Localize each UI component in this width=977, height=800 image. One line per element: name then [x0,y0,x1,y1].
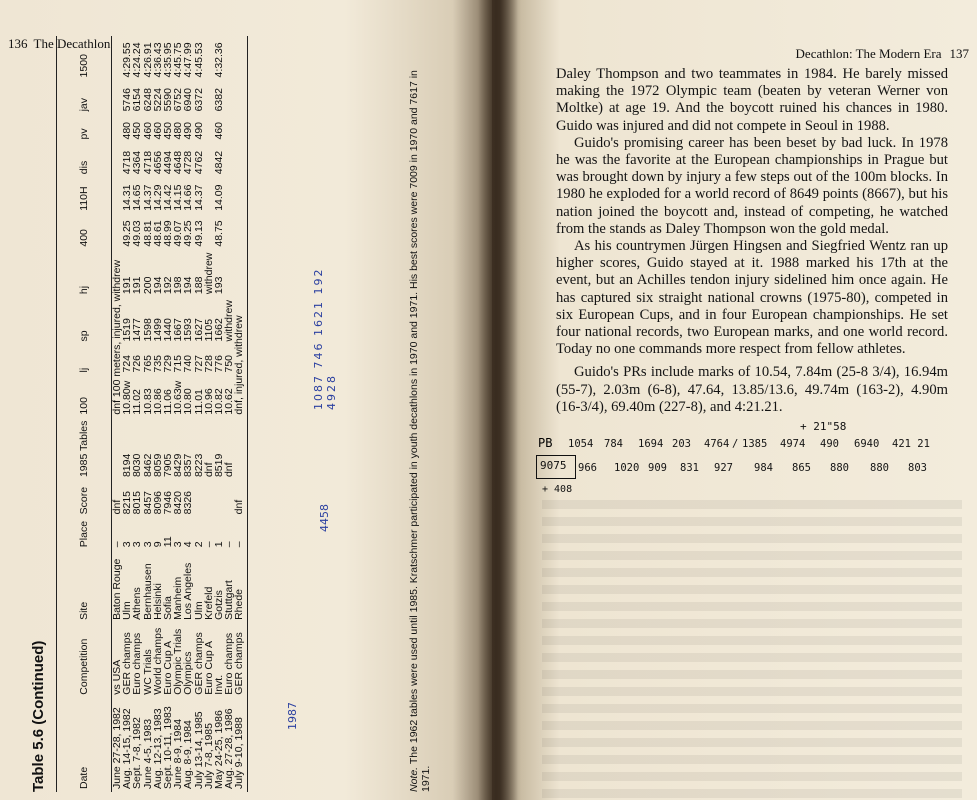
note-label: Note. [408,766,420,792]
table-cell: June 4-5, 1983 [141,718,154,789]
table-cell [204,480,214,517]
table-cell: 1662 [213,318,226,342]
table-cell: 4:24.24 [131,42,144,78]
table-cell: 4:26.91 [141,42,154,78]
table-cell: 1477 [131,318,144,342]
table-cell: 4718 [121,150,134,175]
table-cell: Bernhausen [141,563,154,620]
table-cell: 48.75 [213,220,226,247]
table-cell: Euro Cup A [162,641,175,695]
col-header: jav [57,80,112,114]
table-cell: May 24-25, 1986 [213,710,226,789]
table-cell: 750 [223,354,236,373]
right-page [492,0,977,800]
table-cell: 194 [151,276,164,295]
table-cell: Sept. 10-11, 1983 [162,706,175,789]
table-cell: 10.83 [141,388,154,415]
body-text [556,66,948,416]
table-cell: 14.37 [192,184,205,211]
table-cell: 14.42 [162,184,175,211]
table-cell: Stuttgart [223,580,236,620]
table-cell: 8194 [121,453,134,478]
table-cell: 6154 [131,88,144,112]
table-cell: July 7-8, 1985 [202,723,215,789]
table-cell: 8357 [182,453,195,478]
handwritten-pb-label: PB [538,436,553,450]
handwritten-point-value: 909 [648,462,667,474]
handwritten-point-value: 865 [792,462,811,474]
table-cell: 3 [172,541,185,548]
table-cell: 10.62 [223,388,236,415]
table-cell: 490 [192,121,205,140]
handwritten-pb-mark: 1054 [568,438,594,450]
table-cell: Ulm [192,601,205,620]
table-cell: 8519 [213,453,226,478]
table-cell: 460 [151,121,164,140]
table-cell: Los Angeles [182,562,195,620]
table-cell: Krefeld [202,586,215,620]
table-cell: 11 [162,536,175,548]
table-cell: 6382 [213,88,226,112]
table-cell: – [111,541,123,548]
table-cell: 740 [182,354,195,373]
col-header: 100 [57,376,112,418]
table-cell: 480 [121,121,134,140]
table-cell: 8429 [172,453,185,478]
table-cell: dnf [202,462,215,478]
table-cell: July 9-10, 1988 [234,698,247,792]
table-cell: 460 [213,121,226,140]
table-cell: June 27-28, 1982 [111,707,123,789]
table-cell: 8420 [172,490,185,515]
table-cell: 4364 [131,150,144,175]
table-cell: 6752 [172,88,185,112]
table-cell: Ulm [121,601,134,620]
handwritten-pb-mark: 6940 [854,438,880,450]
table-note [408,52,432,792]
handwritten-pb-mark: 4764 [704,438,730,450]
table-cell: 6372 [192,88,205,112]
table-cell: 4:45.53 [192,42,205,78]
table-cell: 10.86 [151,388,164,415]
table-header-row [57,36,112,792]
table-cell: 10.82 [213,388,226,415]
table-cell: – [202,541,215,548]
table-cell: 49.25 [121,220,134,247]
handwritten-point-value: 831 [680,462,699,474]
handwritten-year: 1987 [286,702,299,730]
table-cell: 765 [141,354,154,373]
col-header: Site [57,550,112,623]
table-cell: 7946 [162,490,175,515]
rotated-table-block [26,36,492,796]
table-cell: 4:35.95 [162,42,175,78]
table-cell: dnf 100 meters, injured, withdrew [111,259,123,415]
table-cell: 727 [192,354,205,373]
handwritten-pb-mark: 203 [672,438,691,450]
table-cell: 14.29 [151,184,164,211]
table-cell: Baton Rouge [111,558,123,620]
table-cell: 4:45.75 [172,42,185,78]
table-cell: 191 [121,276,134,295]
col-header: Score [57,480,112,517]
col-header: Date [57,698,112,792]
handwritten-total: 9075 [540,459,567,472]
table-cell: Invt. [213,674,226,695]
table-cell: 1105 [202,318,215,342]
table-cell: Aug. 8-9, 1984 [182,720,195,789]
table-caption: Table 5.6 (Continued) [30,640,47,792]
table-cell: Gotzis [213,590,226,620]
table-cell: 4718 [141,150,154,175]
table-cell: 3 [131,541,144,548]
table-cell: 5590 [162,88,175,112]
table-cell: June 8-9, 1984 [172,718,185,789]
table-cell: – [223,541,236,548]
table-cell: 9 [151,541,164,548]
table-cell: Manheim [172,576,185,620]
table-cell: Athens [131,587,144,620]
table-cell: July 13-14, 1985 [192,711,205,789]
table-cell: Sofia [162,595,175,620]
table-cell: 14.09 [213,184,226,211]
table-cell: 8223 [192,453,205,478]
table-cell: 1519 [121,318,134,342]
handwritten-pb-mark: 1385 [742,438,768,450]
table-cell: Euro champs [223,632,236,695]
left-head-title: The Decathlon [33,36,111,51]
handwritten-point-value: 803 [908,462,927,474]
table-cell: 14.15 [172,184,185,211]
table-cell: Aug. 12-13, 1983 [151,708,164,789]
table-cell: 48.99 [162,220,175,247]
handwritten-pb-mark: 1694 [638,438,664,450]
table-cell: Euro Cup A [202,641,215,695]
note-text: The 1962 tables were used until 1985. Kratschmer participated in youth decathlons in 1970 and 1971. His best scores were 7009 in 1970 and 7617 in 1971. [408,70,432,792]
table-cell: 776 [213,354,226,373]
table-cell: 724 [121,354,134,373]
table-cell: 1 [213,541,226,548]
table-cell: dnf [223,462,236,478]
table-cell: 715 [172,354,185,373]
handwritten-point-value: 966 [578,462,597,474]
col-header: Place [57,517,112,550]
right-page-number: 137 [949,46,969,61]
col-header: lj [57,345,112,376]
table-cell: 1598 [141,318,154,342]
table-cell: withdrew [202,252,215,295]
paragraph: Guido's PRs include marks of 10.54, 7.84m (25-8 3/4), 16.94m (55-7), 2.03m (6-8), 47.64, 13.85/13.6, 49.74m (163-2), 4.90m (16-3/4), 69.40m (227-8), and 4:21.21. [556,364,948,415]
handwritten-pb-mark: 4974 [780,438,806,450]
col-header: 400 [57,214,112,250]
table-cell: Aug. 27-28, 1986 [223,708,236,789]
table-cell: 5746 [121,88,134,112]
table-cell [224,114,234,142]
table-cell: 1627 [192,318,205,342]
col-header: 1985 Tables [57,418,112,480]
table-cell: 10.80 [182,388,195,415]
table-cell [224,250,234,297]
table-cell: 1499 [151,318,164,342]
table-cell: – [234,517,247,550]
table-cell: 460 [141,121,154,140]
left-page-number: 136 [8,36,28,51]
table-cell: 2 [192,541,205,548]
table-cell [224,36,234,80]
table-cell: 1667 [172,318,185,342]
col-header: pv [57,114,112,142]
handwritten-pb-mark: / [732,438,739,450]
table-cell: 193 [213,276,226,295]
table-cell: 194 [182,276,195,295]
paragraph: Guido's promising career has been beset by bad luck. In 1978 he was the favorite at the European championships in Prague but was brought down by injury a few steps out of the 100m blocks. In 1980 he exploded for a world record of 8649 points (8667), but his nation joined the boycott and, instead of competing, he watched from the stands as Daley Thompson won the gold medal. [556,134,948,237]
handwritten-point-value: 984 [754,462,773,474]
table-cell [224,80,234,114]
table-cell: 8059 [151,453,164,478]
table-cell: 4656 [151,150,164,175]
table-cell: 8096 [151,490,164,515]
table-cell: 450 [162,121,175,140]
table-cell [224,177,234,214]
table-cell: 1593 [182,318,195,342]
table-cell: Aug. 14-15, 1982 [121,708,134,789]
table-cell: 490 [182,121,195,140]
table-cell: 4494 [162,150,175,175]
decathlon-results-table [56,36,248,792]
handwritten-score: 4458 [318,504,331,532]
table-cell: 191 [131,276,144,295]
table-cell: WC Trials [141,649,154,695]
table-cell [214,480,224,517]
show-through-text [542,500,962,800]
table-cell: 14.37 [141,184,154,211]
table-cell: 4842 [213,150,226,175]
table-cell [234,418,247,480]
table-cell: 11.06 [162,389,175,415]
table-cell: Helsinki [151,583,164,620]
table-cell: 7905 [162,453,175,478]
table-cell: 3 [121,541,134,548]
table-cell: 8030 [131,453,144,478]
table-cell: Rhede [234,550,247,623]
table-cell: Olympic Trials [172,628,185,695]
table-cell: 6940 [182,88,195,112]
table-cell: 4:32.36 [213,42,226,78]
table-cell: 48.81 [141,220,154,247]
table-cell: 10.80w [121,380,134,415]
table-cell [194,480,204,517]
table-cell: 729 [162,354,175,373]
table-cell [224,214,234,250]
handwritten-marks: 1087 746 1621 192 4928 [312,267,338,410]
table-cell: 49.25 [182,220,195,247]
col-header: sp [57,297,112,344]
table-cell: GER champs [121,632,134,695]
table-cell: dnf [234,480,247,517]
table-cell: 4:29.55 [121,42,134,78]
table-body [112,36,248,792]
table-cell: 1440 [162,318,175,342]
table-cell: 49.03 [131,220,144,247]
table-cell: 11.02 [131,389,144,415]
handwritten-pb-mark: 421 21 [892,438,930,450]
handwritten-plus: + 408 [542,484,573,495]
table-cell: World champs [151,627,164,695]
paragraph: Daley Thompson and two teammates in 1984. He barely missed making the 1972 Olympic team (beaten by veteran Werner von Moltke) at age 19. And the boycott ruined his chances in 1980. Guido was injured and did not compete in Seoul in 1988. [556,66,948,134]
table-cell: withdrew [223,300,236,342]
handwritten-point-value: 880 [870,462,889,474]
right-head-title: Decathlon: The Modern Era [795,46,942,61]
table-cell: Euro champs [131,632,144,695]
handwritten-point-value: 927 [714,462,733,474]
table-cell: 198 [172,276,185,295]
table-cell: 4728 [182,150,195,175]
table-cell: 4:36.43 [151,42,164,78]
col-header: hj [57,250,112,297]
table-cell: 8457 [141,490,154,515]
table-cell: 200 [141,276,154,295]
table-cell: GER champs [234,623,247,698]
table-cell: 8462 [141,453,154,478]
table-cell: dnf [111,499,123,515]
table-cell: 4648 [172,150,185,175]
table-cell: 728 [202,354,215,373]
table-cell: 8326 [182,490,195,515]
table-cell: 5224 [151,88,164,112]
table-cell: 6248 [141,88,154,112]
table-cell: GER champs [192,632,205,695]
col-header: 1500 [57,36,112,80]
table-row [234,36,247,792]
col-header: Competition [57,623,112,698]
table-cell: Olympics [182,651,195,695]
table-cell: 14.31 [121,184,134,211]
table-cell: vs USA [111,659,123,695]
table-cell: 450 [131,121,144,140]
table-cell: 48.61 [151,220,164,247]
paragraph: As his countrymen Jürgen Hingsen and Siegfried Wentz ran up higher scores, Guido stayed at it. 1988 marked his 17th at the event, but an Achilles tendon injury sidelined him once again. He has captured six straight national crowns (1975-80), competed in six European Cups, and in four European championships. He set four national records, two European marks, and one world record. Today no one commands more respect from fellow athletes. [556,238,948,358]
table-cell: 3 [141,541,154,548]
table-cell: 192 [162,276,175,295]
table-cell: 8215 [121,490,134,515]
table-cell: 4762 [192,150,205,175]
table-cell: 10.63w [172,380,185,415]
table-cell: 480 [172,121,185,140]
handwritten-point-value: 1020 [614,462,640,474]
right-running-head [796,46,969,62]
handwritten-pr-addition: + 21"58 [800,420,847,433]
table-cell: 49.13 [192,220,205,247]
table-cell [224,143,234,178]
handwritten-point-value: 880 [830,462,849,474]
table-cell: 10.96 [202,388,215,415]
table-cell: 14.66 [182,184,195,211]
table-cell: 4 [182,541,195,548]
table-cell: 735 [151,354,164,373]
table-cell: 14.65 [131,184,144,211]
table-cell: 188 [192,276,205,295]
table-cell: 8015 [131,490,144,515]
handwritten-pb-mark: 490 [820,438,839,450]
col-header: dis [57,143,112,178]
table-cell: dnf, injured, withdrew [234,36,247,418]
col-header: 110H [57,177,112,214]
table-cell: 4:47.99 [182,42,195,78]
handwritten-pb-mark: 784 [604,438,623,450]
table-cell: 726 [131,354,144,373]
table-cell: 11.01 [192,389,205,415]
table-cell: 49.07 [172,220,185,247]
table-cell: Sept. 7-8, 1982 [131,717,144,789]
